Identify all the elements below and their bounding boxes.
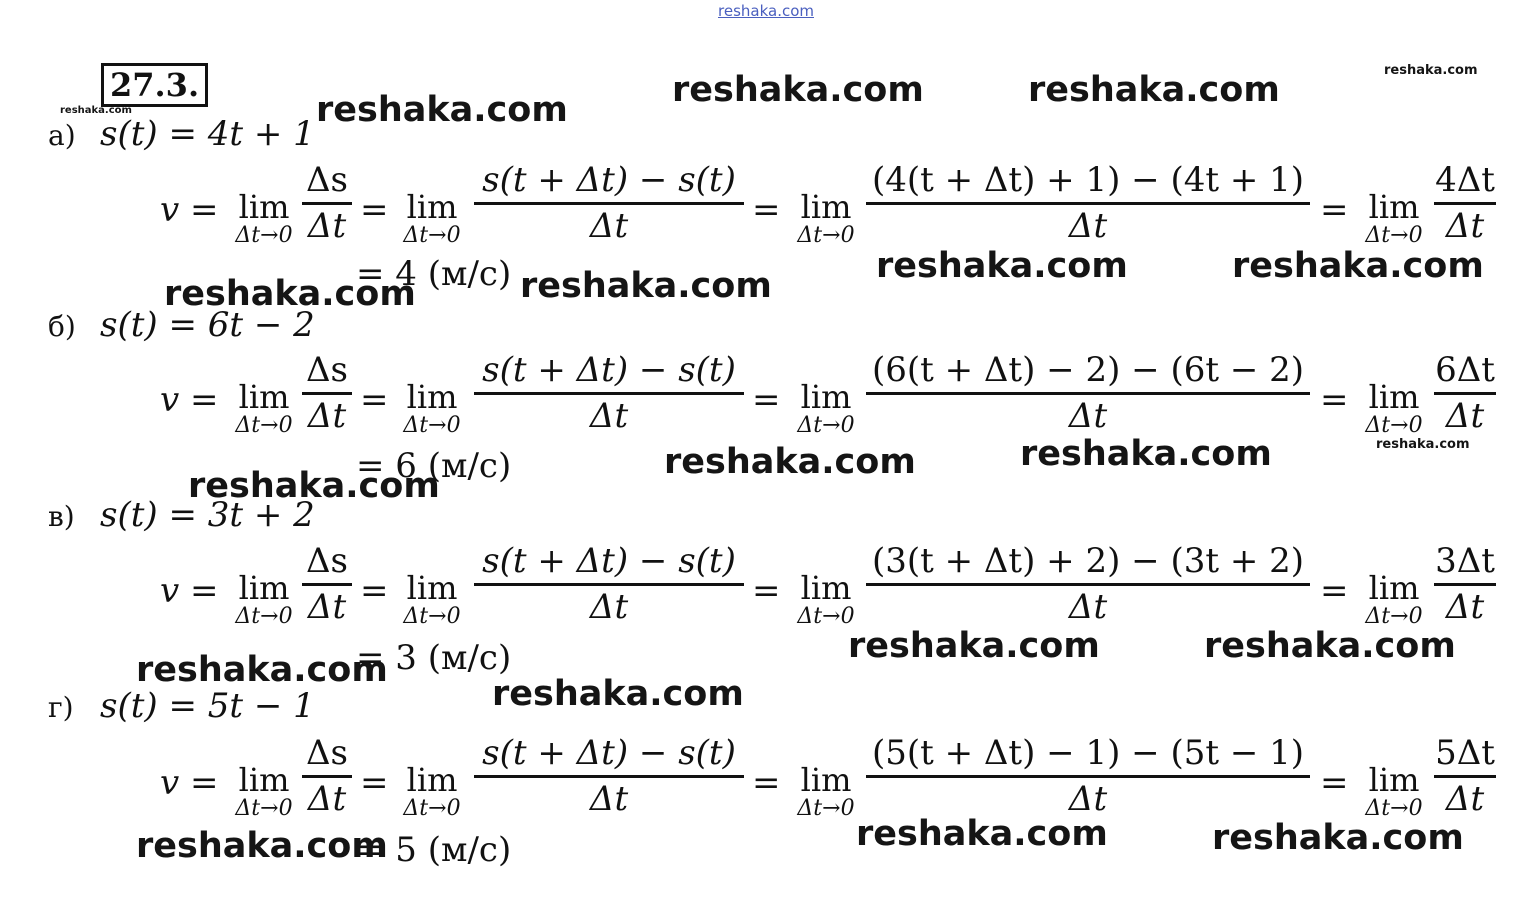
watermark: reshaka.com xyxy=(316,90,568,130)
equals-sign: = xyxy=(752,190,781,230)
part-a-result: = 4 (м/с) xyxy=(356,254,512,294)
fraction-general: s(t + Δt) − s(t) Δt xyxy=(474,350,744,435)
limit-operator: lim Δt→0 xyxy=(1365,188,1423,248)
part-a-derivation xyxy=(0,160,1532,260)
fraction-ds-dt: Δs Δt xyxy=(302,160,352,245)
top-site-link[interactable]: reshaka.com xyxy=(718,2,814,20)
equals-sign: = xyxy=(360,190,389,230)
fraction-ds-dt: Δs Δt xyxy=(302,733,352,818)
watermark: reshaka.com xyxy=(1232,246,1484,286)
limit-operator: lim Δt→0 xyxy=(235,188,293,248)
part-c-result: = 3 (м/с) xyxy=(356,638,512,678)
velocity-symbol: v xyxy=(160,763,180,803)
limit-operator: lim Δt→0 xyxy=(797,569,855,629)
watermark: reshaka.com xyxy=(1028,70,1280,110)
equals-sign: = xyxy=(1320,190,1349,230)
part-d-function: s(t) = 5t − 1 xyxy=(100,686,315,726)
equals-sign: = xyxy=(190,571,219,611)
part-a-function: s(t) = 4t + 1 xyxy=(100,114,315,154)
fraction-simplified: 5Δt Δt xyxy=(1435,733,1495,819)
equals-sign: = xyxy=(1320,380,1349,420)
limit-operator: lim Δt→0 xyxy=(235,378,293,438)
velocity-symbol: v xyxy=(160,190,180,230)
watermark: reshaka.com xyxy=(60,105,132,116)
limit-operator: lim Δt→0 xyxy=(1365,569,1423,629)
equals-sign: = xyxy=(360,380,389,420)
watermark: reshaka.com xyxy=(136,826,388,866)
limit-operator: lim Δt→0 xyxy=(403,569,461,629)
fraction-simplified: 4Δt Δt xyxy=(1435,160,1495,246)
part-c-function: s(t) = 3t + 2 xyxy=(100,495,315,535)
part-d-result: = 5 (м/с) xyxy=(356,830,512,870)
part-b-result: = 6 (м/с) xyxy=(356,446,512,486)
problem-number: 27.3. xyxy=(101,63,208,107)
watermark: reshaka.com xyxy=(492,674,744,714)
fraction-ds-dt: Δs Δt xyxy=(302,541,352,626)
limit-operator: lim Δt→0 xyxy=(235,761,293,821)
part-b-derivation xyxy=(0,350,1532,450)
fraction-expanded: (5(t + Δt) − 1) − (5t − 1) Δt xyxy=(866,733,1310,818)
limit-operator: lim Δt→0 xyxy=(1365,761,1423,821)
watermark: reshaka.com xyxy=(848,626,1100,666)
equals-sign: = xyxy=(190,190,219,230)
part-b-label: б) xyxy=(48,310,76,343)
watermark: reshaka.com xyxy=(672,70,924,110)
watermark: reshaka.com xyxy=(664,442,916,482)
watermark: reshaka.com xyxy=(1212,818,1464,858)
watermark: reshaka.com xyxy=(1020,434,1272,474)
fraction-expanded: (3(t + Δt) + 2) − (3t + 2) Δt xyxy=(866,541,1310,626)
part-b-function: s(t) = 6t − 2 xyxy=(100,305,315,345)
equals-sign: = xyxy=(752,571,781,611)
limit-operator: lim Δt→0 xyxy=(235,569,293,629)
equals-sign: = xyxy=(752,380,781,420)
watermark: reshaka.com xyxy=(856,814,1108,854)
fraction-simplified: 3Δt Δt xyxy=(1435,541,1495,627)
equals-sign: = xyxy=(1320,571,1349,611)
watermark: reshaka.com xyxy=(1384,63,1478,78)
watermark: reshaka.com xyxy=(188,466,440,506)
limit-operator: lim Δt→0 xyxy=(797,378,855,438)
watermark: reshaka.com xyxy=(164,274,416,314)
limit-operator: lim Δt→0 xyxy=(403,188,461,248)
equals-sign: = xyxy=(190,380,219,420)
fraction-simplified: 6Δt Δt xyxy=(1435,350,1495,436)
watermark: reshaka.com xyxy=(876,246,1128,286)
limit-operator: lim Δt→0 xyxy=(403,761,461,821)
fraction-expanded: (4(t + Δt) + 1) − (4t + 1) Δt xyxy=(866,160,1310,245)
fraction-general: s(t + Δt) − s(t) Δt xyxy=(474,541,744,626)
fraction-ds-dt: Δs Δt xyxy=(302,350,352,435)
part-a-label: а) xyxy=(48,119,76,152)
watermark: reshaka.com xyxy=(1376,437,1470,452)
watermark: reshaka.com xyxy=(136,650,388,690)
fraction-expanded: (6(t + Δt) − 2) − (6t − 2) Δt xyxy=(866,350,1310,435)
equals-sign: = xyxy=(752,763,781,803)
part-d-label: г) xyxy=(48,691,74,724)
limit-operator: lim Δt→0 xyxy=(1365,378,1423,438)
watermark: reshaka.com xyxy=(1204,626,1456,666)
equals-sign: = xyxy=(360,763,389,803)
limit-operator: lim Δt→0 xyxy=(403,378,461,438)
equals-sign: = xyxy=(1320,763,1349,803)
velocity-symbol: v xyxy=(160,380,180,420)
velocity-symbol: v xyxy=(160,571,180,611)
limit-operator: lim Δt→0 xyxy=(797,761,855,821)
watermark: reshaka.com xyxy=(520,266,772,306)
limit-operator: lim Δt→0 xyxy=(797,188,855,248)
part-c-label: в) xyxy=(48,500,75,533)
fraction-general: s(t + Δt) − s(t) Δt xyxy=(474,160,744,245)
equals-sign: = xyxy=(190,763,219,803)
equals-sign: = xyxy=(360,571,389,611)
fraction-general: s(t + Δt) − s(t) Δt xyxy=(474,733,744,818)
